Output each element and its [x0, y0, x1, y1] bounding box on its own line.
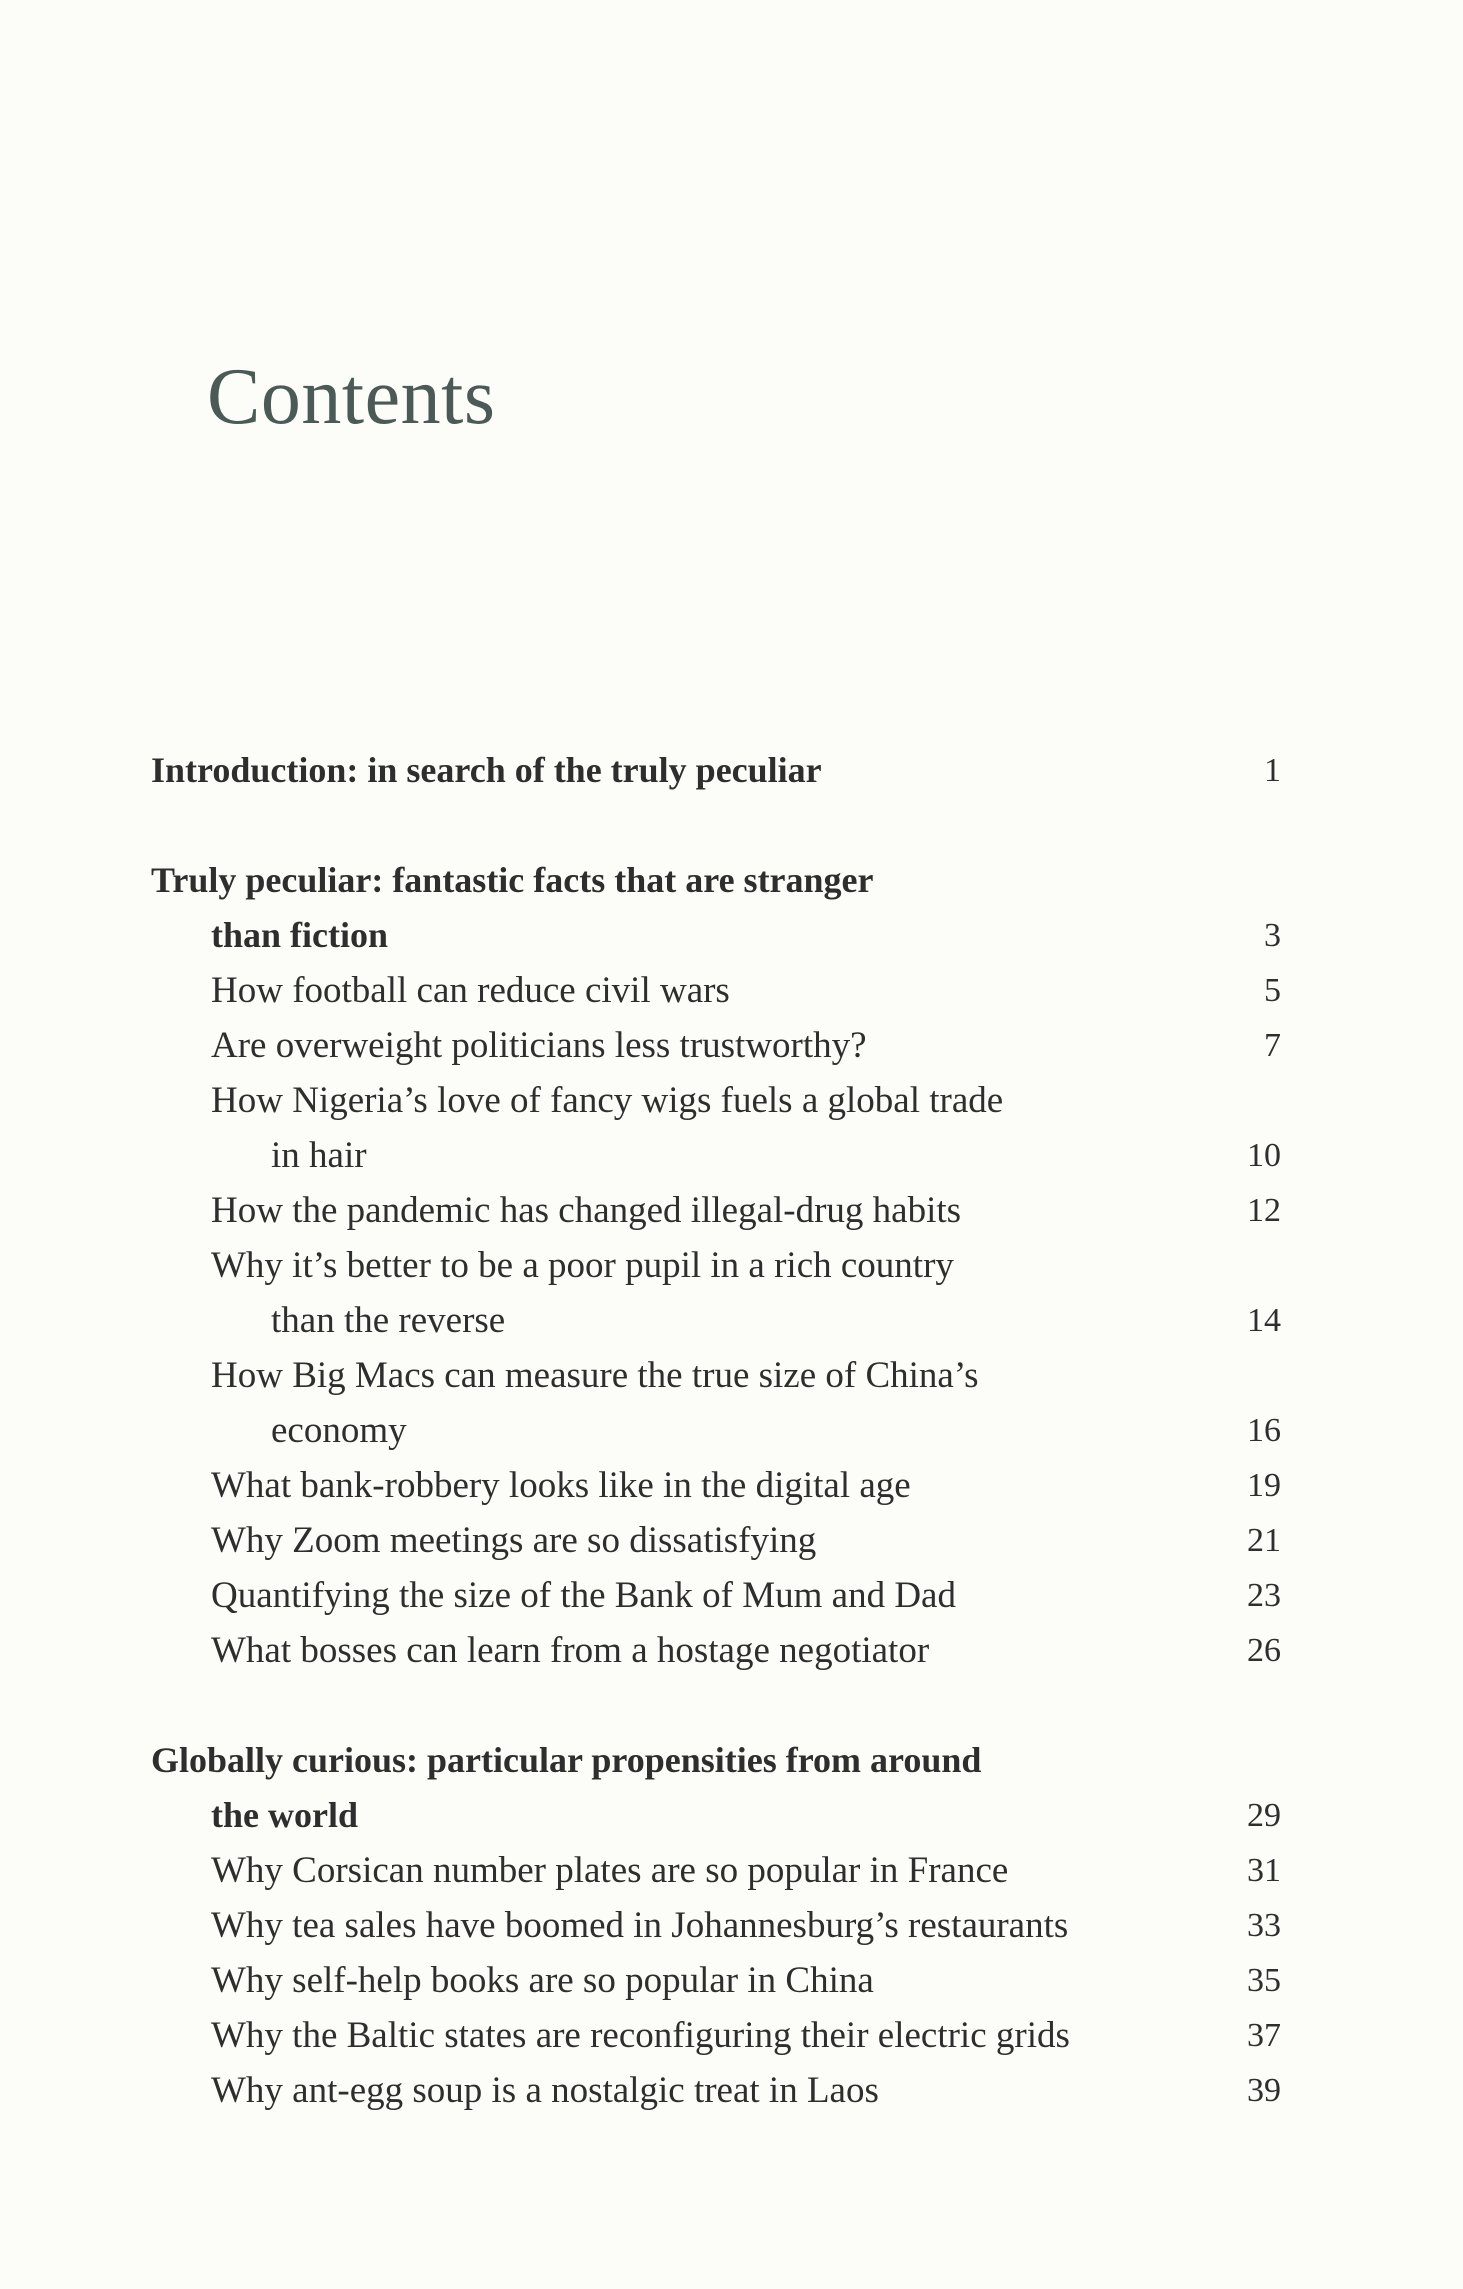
toc-page-number: 16 [1247, 1412, 1281, 1449]
toc-entry[interactable] [151, 1458, 1281, 1513]
toc-entry-title: What bank-robbery looks like in the digital age [211, 1465, 911, 1506]
toc-page-number: 12 [1247, 1192, 1281, 1229]
toc-page-number: 26 [1247, 1632, 1281, 1669]
toc-page-number: 3 [1264, 917, 1281, 954]
toc-entry-title: Why the Baltic states are reconfiguring their electric grids [211, 2015, 1070, 2056]
toc-entry[interactable] [151, 1183, 1281, 1238]
toc-entry-title: How football can reduce civil wars [211, 970, 730, 1011]
toc-page-number: 29 [1247, 1797, 1281, 1834]
toc-entry-title: Introduction: in search of the truly peculiar [151, 750, 822, 790]
toc-page-number: 37 [1247, 2017, 1281, 2054]
toc-entry-title: Why tea sales have boomed in Johannesburg’s restaurants [211, 1905, 1069, 1946]
toc-entry-title: How the pandemic has changed illegal-drug habits [211, 1190, 962, 1231]
toc-entry-title: What bosses can learn from a hostage negotiator [211, 1630, 930, 1671]
toc-entry-title: Truly peculiar: fantastic facts that are stranger [151, 860, 874, 900]
toc-section[interactable] [151, 743, 1281, 853]
toc-entry-title: the world [211, 1795, 358, 1835]
toc-entry[interactable] [151, 1568, 1281, 1623]
spacer [151, 1678, 1281, 1733]
toc-entry-title: in hair [271, 1135, 367, 1176]
toc-entry-title: Quantifying the size of the Bank of Mum and Dad [211, 1575, 956, 1616]
toc-entry[interactable] [151, 2063, 1281, 2118]
toc-entry-title: than the reverse [271, 1300, 506, 1341]
toc-entry-title: than fiction [211, 915, 389, 955]
toc-page-number: 5 [1264, 972, 1281, 1009]
toc-page-number: 10 [1247, 1137, 1281, 1174]
toc-entry-title: Globally curious: particular propensities from around [151, 1740, 982, 1780]
toc-entry[interactable] [151, 2008, 1281, 2063]
toc-entry-title: Why it’s better to be a poor pupil in a rich country [211, 1245, 954, 1286]
toc-entry[interactable] [151, 1018, 1281, 1073]
toc-entry[interactable] [151, 1898, 1281, 1953]
toc-section[interactable] [151, 853, 1281, 963]
toc-page-number: 1 [1264, 752, 1281, 789]
table-of-contents [151, 743, 1281, 2118]
toc-entry[interactable] [151, 1513, 1281, 1568]
toc-entry[interactable] [151, 1843, 1281, 1898]
toc-entry[interactable] [151, 1623, 1281, 1733]
toc-entry-title: Why Corsican number plates are so popular in France [211, 1850, 1009, 1891]
toc-entry[interactable] [151, 1238, 1281, 1348]
toc-entry-title: Why ant-egg soup is a nostalgic treat in Laos [211, 2070, 879, 2111]
toc-entry-title: Why Zoom meetings are so dissatisfying [211, 1520, 817, 1561]
toc-entry[interactable] [151, 963, 1281, 1018]
toc-page-number: 39 [1247, 2072, 1281, 2109]
toc-page-number: 31 [1247, 1852, 1281, 1889]
page-title: Contents [207, 353, 496, 441]
toc-page-number: 23 [1247, 1577, 1281, 1614]
toc-entry-title: How Big Macs can measure the true size of China’s [211, 1355, 979, 1396]
toc-entry[interactable] [151, 1348, 1281, 1458]
toc-entry-title: Why self-help books are so popular in China [211, 1960, 874, 2001]
toc-page-number: 33 [1247, 1907, 1281, 1944]
toc-page-number: 7 [1264, 1027, 1281, 1064]
toc-entry[interactable] [151, 1953, 1281, 2008]
toc-page-number: 14 [1247, 1302, 1281, 1339]
toc-section[interactable] [151, 1733, 1281, 1843]
toc-entry[interactable] [151, 1073, 1281, 1183]
toc-page-number: 35 [1247, 1962, 1281, 1999]
toc-entry-title: economy [271, 1410, 407, 1451]
toc-page-number: 19 [1247, 1467, 1281, 1504]
spacer [151, 798, 1281, 853]
toc-entry-title: Are overweight politicians less trustworthy? [211, 1025, 867, 1066]
toc-page-number: 21 [1247, 1522, 1281, 1559]
toc-entry-title: How Nigeria’s love of fancy wigs fuels a global trade [211, 1080, 1004, 1121]
